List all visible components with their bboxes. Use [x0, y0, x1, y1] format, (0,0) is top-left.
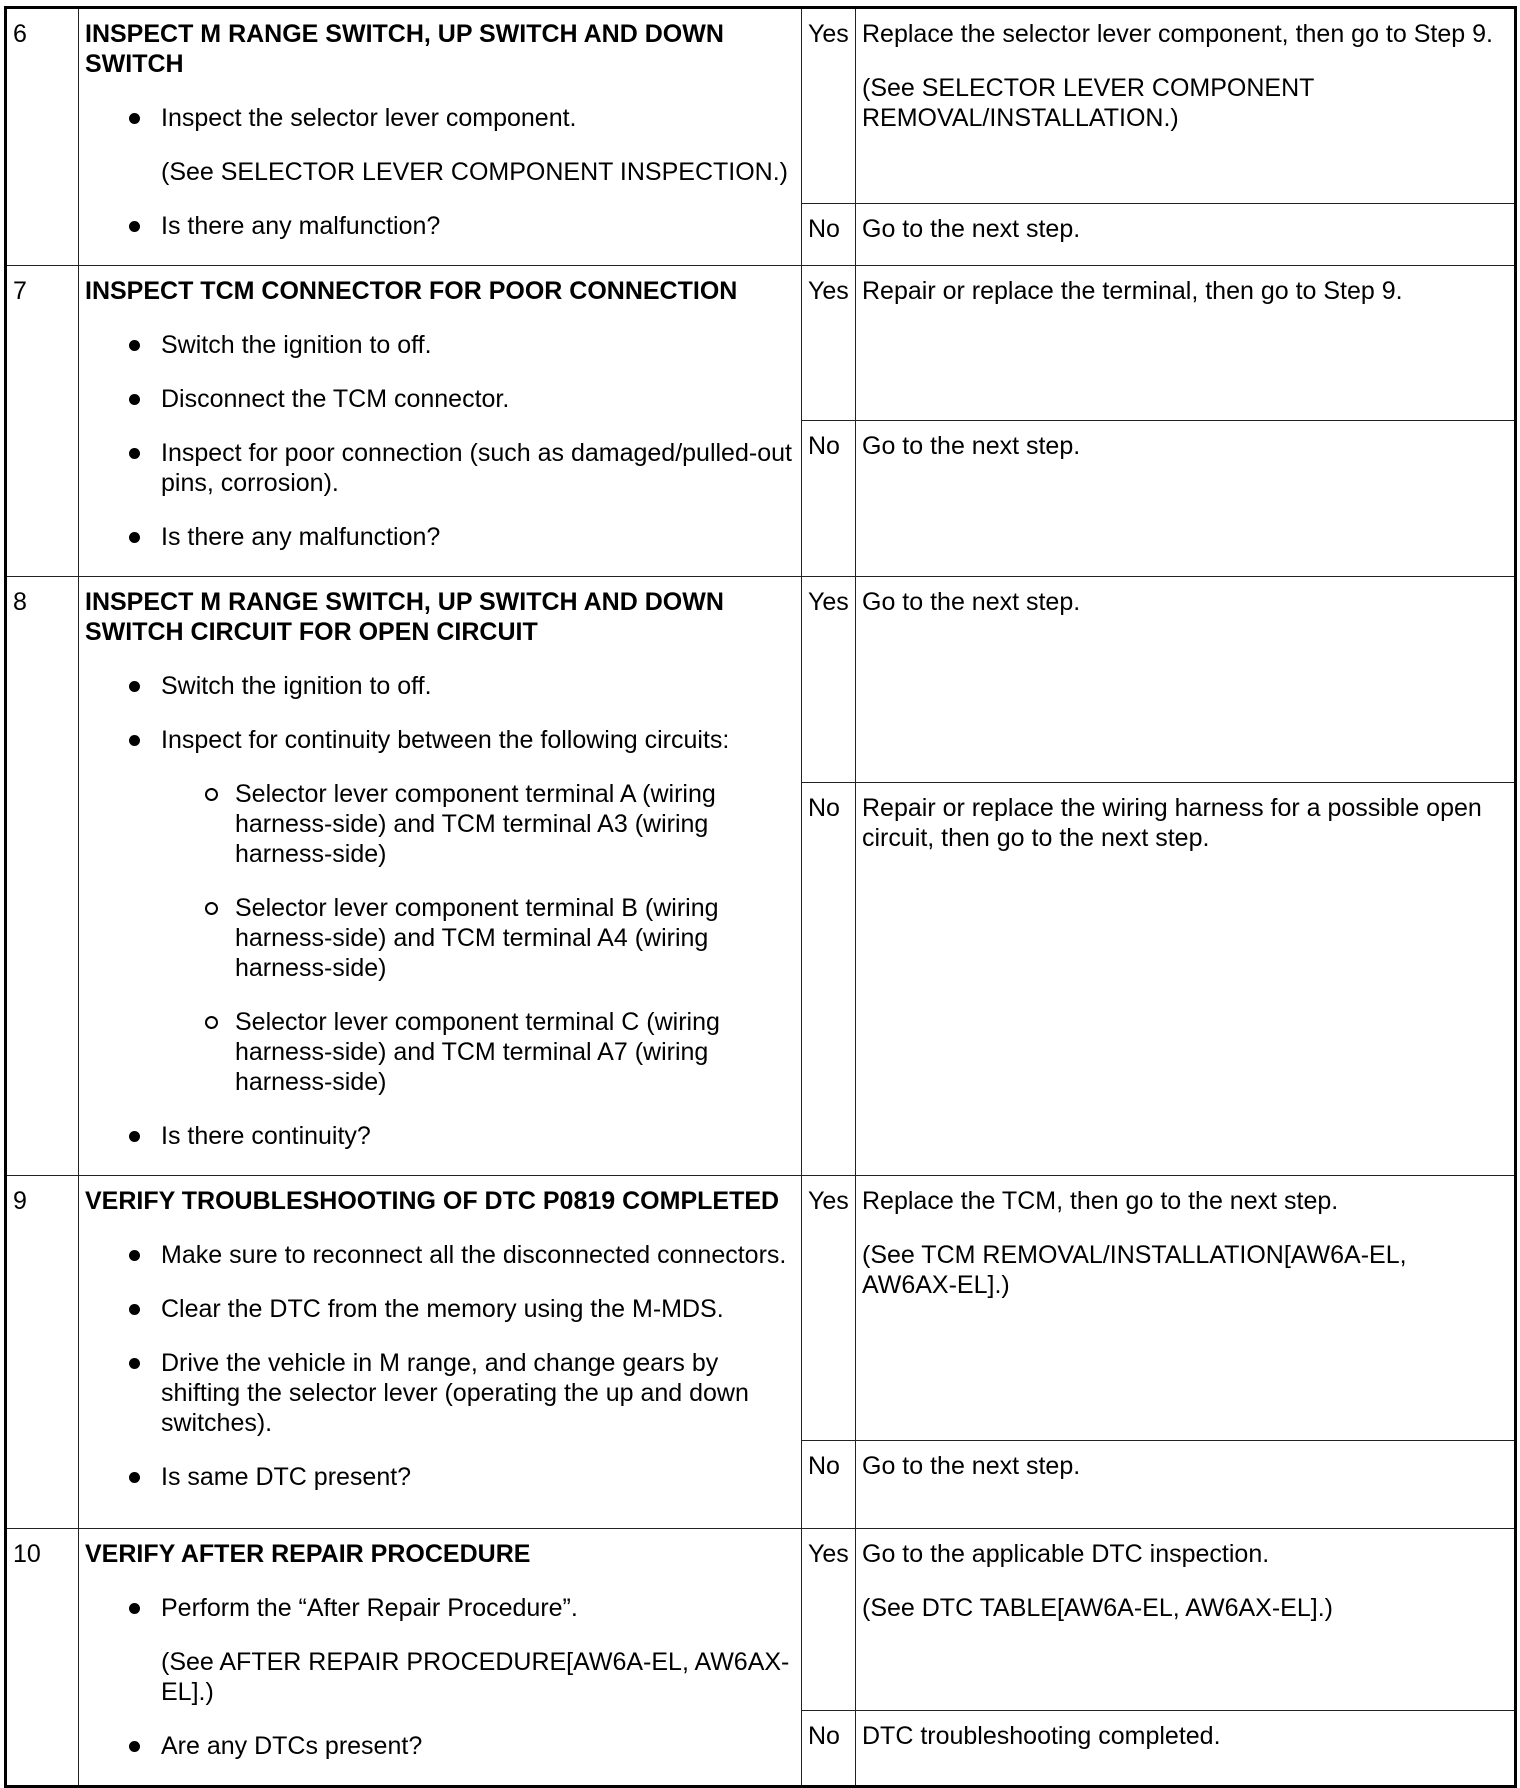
bullet-reference: (See AFTER REPAIR PROCEDURE[AW6A-EL, AW6AX-EL].) [161, 1648, 790, 1706]
no-label: No [802, 203, 856, 265]
step-number: 7 [6, 266, 79, 577]
step-row-8-yes [6, 577, 1516, 783]
step-action [79, 8, 802, 266]
yes-label: Yes [802, 577, 856, 783]
bullet-item [85, 725, 795, 1097]
diagnostic-procedure-table [4, 6, 1517, 1788]
bullet-text: Inspect the selector lever component. [161, 104, 577, 132]
bullet-text: Is same DTC present? [161, 1463, 412, 1491]
bullet-text: Switch the ignition to off. [161, 331, 432, 359]
step-row-9-yes [6, 1176, 1516, 1441]
bullet-text: Switch the ignition to off. [161, 672, 432, 700]
step-title: VERIFY TROUBLESHOOTING OF DTC P0819 COMPLETED [85, 1187, 780, 1215]
yes-result [856, 8, 1516, 204]
yes-label: Yes [802, 266, 856, 421]
yes-label: Yes [802, 1529, 856, 1711]
bullet-item [85, 1462, 795, 1492]
yes-result [856, 1176, 1516, 1441]
yes-result-text: Go to the applicable DTC inspection. [862, 1540, 1270, 1568]
step-number: 6 [6, 8, 79, 266]
step-title: INSPECT TCM CONNECTOR FOR POOR CONNECTION [85, 277, 738, 305]
no-result-text: Repair or replace the wiring harness for a possible open circuit, then go to the next step. [856, 783, 1516, 1176]
bullet-reference: (See SELECTOR LEVER COMPONENT INSPECTION.) [161, 158, 788, 186]
yes-result-reference: (See SELECTOR LEVER COMPONENT REMOVAL/INSTALLATION.) [862, 74, 1314, 132]
no-label: No [802, 1441, 856, 1529]
bullet-list [85, 671, 795, 1151]
sub-bullet-item: Selector lever component terminal B (wiring harness-side) and TCM terminal A4 (wiring harness-side) [161, 893, 795, 983]
step-action [79, 1529, 802, 1787]
step-action [79, 577, 802, 1176]
step-title: INSPECT M RANGE SWITCH, UP SWITCH AND DOWN SWITCH CIRCUIT FOR OPEN CIRCUIT [85, 588, 724, 646]
bullet-text: Is there any malfunction? [161, 523, 441, 551]
no-result-text: Go to the next step. [856, 203, 1516, 265]
step-title: VERIFY AFTER REPAIR PROCEDURE [85, 1540, 531, 1568]
step-row-7-yes [6, 266, 1516, 421]
bullet-text: Are any DTCs present? [161, 1732, 423, 1760]
yes-result-text: Go to the next step. [856, 577, 1516, 783]
bullet-text: Drive the vehicle in M range, and change gears by shifting the selector lever (operating the up and down switches). [161, 1349, 749, 1437]
no-label: No [802, 1710, 856, 1786]
bullet-text: Disconnect the TCM connector. [161, 385, 510, 413]
step-action [79, 1176, 802, 1529]
bullet-text: Is there continuity? [161, 1122, 371, 1150]
yes-result-reference: (See DTC TABLE[AW6A-EL, AW6AX-EL].) [862, 1594, 1333, 1622]
bullet-text: Inspect for continuity between the following circuits: [161, 726, 730, 754]
bullet-item [85, 1348, 795, 1438]
step-number: 10 [6, 1529, 79, 1787]
bullet-text: Clear the DTC from the memory using the M-MDS. [161, 1295, 724, 1323]
step-title: INSPECT M RANGE SWITCH, UP SWITCH AND DOWN SWITCH [85, 20, 724, 78]
bullet-text: Perform the “After Repair Procedure”. [161, 1594, 578, 1622]
bullet-item [85, 1593, 795, 1707]
yes-label: Yes [802, 1176, 856, 1441]
bullet-item [85, 211, 795, 241]
no-label: No [802, 420, 856, 576]
bullet-item [85, 1731, 795, 1761]
bullet-list [85, 1240, 795, 1492]
sub-bullet-item: Selector lever component terminal C (wiring harness-side) and TCM terminal A7 (wiring harness-side) [161, 1007, 795, 1097]
yes-result-text: Repair or replace the terminal, then go to Step 9. [856, 266, 1516, 421]
bullet-list [85, 1593, 795, 1761]
bullet-item [85, 671, 795, 701]
yes-label: Yes [802, 8, 856, 204]
yes-result-text: Replace the selector lever component, then go to Step 9. [862, 20, 1493, 48]
yes-result-text: Replace the TCM, then go to the next step. [862, 1187, 1339, 1215]
step-number: 9 [6, 1176, 79, 1529]
step-number: 8 [6, 577, 79, 1176]
bullet-item [85, 522, 795, 552]
bullet-item [85, 438, 795, 498]
no-result-text: DTC troubleshooting completed. [856, 1710, 1516, 1786]
bullet-item [85, 1240, 795, 1270]
bullet-item [85, 330, 795, 360]
no-label: No [802, 783, 856, 1176]
sub-bullet-list [161, 779, 795, 1097]
bullet-text: Is there any malfunction? [161, 212, 441, 240]
bullet-text: Inspect for poor connection (such as damaged/pulled-out pins, corrosion). [161, 439, 792, 497]
yes-result-reference: (See TCM REMOVAL/INSTALLATION[AW6A-EL, AW6AX-EL].) [862, 1241, 1407, 1299]
no-result-text: Go to the next step. [856, 1441, 1516, 1529]
no-result-text: Go to the next step. [856, 420, 1516, 576]
step-action [79, 266, 802, 577]
step-row-10-yes [6, 1529, 1516, 1711]
bullet-item [85, 103, 795, 187]
sub-bullet-item: Selector lever component terminal A (wiring harness-side) and TCM terminal A3 (wiring harness-side) [161, 779, 795, 869]
bullet-text: Make sure to reconnect all the disconnected connectors. [161, 1241, 787, 1269]
bullet-list [85, 330, 795, 552]
bullet-item [85, 1121, 795, 1151]
yes-result [856, 1529, 1516, 1711]
bullet-item [85, 384, 795, 414]
step-row-6-yes [6, 8, 1516, 204]
bullet-list [85, 103, 795, 241]
bullet-item [85, 1294, 795, 1324]
